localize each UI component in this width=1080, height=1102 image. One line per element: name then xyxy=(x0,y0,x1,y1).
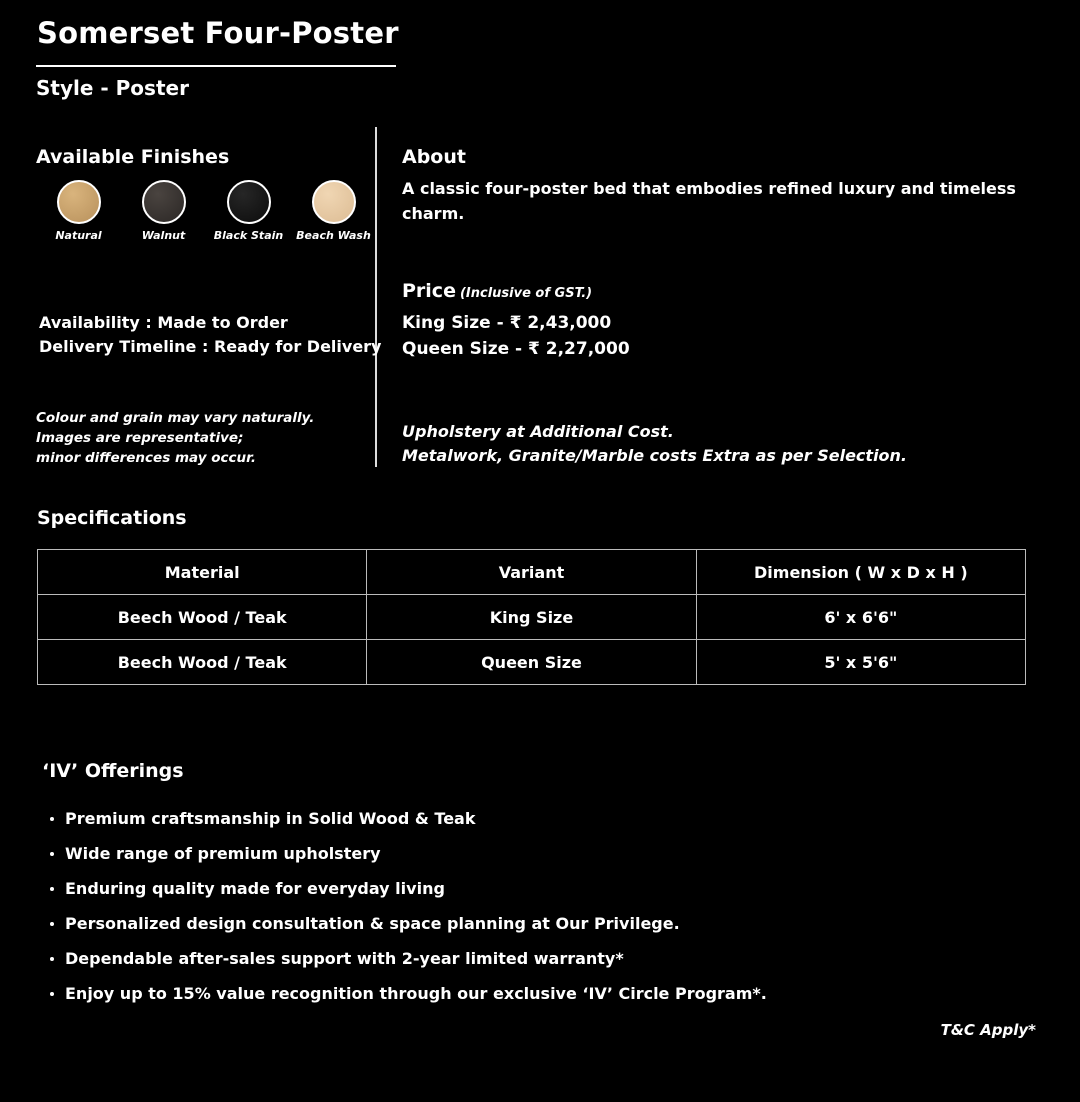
offering-text: Enjoy up to 15% value recognition through our exclusive ‘IV’ Circle Program*. xyxy=(65,984,767,1003)
offering-text: Premium craftsmanship in Solid Wood & Teak xyxy=(65,809,476,828)
swatch-beach-wash xyxy=(312,180,356,224)
terms-apply-note: T&C Apply* xyxy=(940,1021,1036,1039)
extra-cost-line: Upholstery at Additional Cost. xyxy=(402,422,674,441)
finish-walnut xyxy=(121,180,206,242)
list-item xyxy=(46,801,767,836)
list-item xyxy=(46,976,767,1011)
column-header-dimension: Dimension ( W x D x H ) xyxy=(696,550,1025,595)
bullet-icon xyxy=(50,887,54,891)
column-header-material: Material xyxy=(38,550,367,595)
offerings-list xyxy=(46,801,767,1011)
finish-label: Beach Wash xyxy=(296,229,371,242)
bullet-icon xyxy=(50,922,54,926)
finish-label: Walnut xyxy=(141,229,186,242)
product-title: Somerset Four-Poster xyxy=(37,16,399,50)
availability-text: Availability : Made to Order xyxy=(39,313,288,332)
list-item xyxy=(46,836,767,871)
offering-text: Enduring quality made for everyday living xyxy=(65,879,445,898)
list-item xyxy=(46,871,767,906)
specifications-heading: Specifications xyxy=(37,507,187,529)
price-list xyxy=(402,310,630,362)
offerings-heading: ‘IV’ Offerings xyxy=(42,760,184,782)
finishes-heading: Available Finishes xyxy=(36,146,230,168)
finish-label: Black Stain xyxy=(213,229,284,242)
swatch-walnut xyxy=(142,180,186,224)
specifications-table xyxy=(37,549,1026,685)
vertical-divider xyxy=(375,127,377,467)
finish-swatches xyxy=(36,180,376,242)
note-line: Images are representative; xyxy=(36,430,244,446)
offering-text: Personalized design consultation & space planning at Our Privilege. xyxy=(65,914,680,933)
swatch-black-stain xyxy=(227,180,271,224)
finish-label: Natural xyxy=(55,229,102,242)
column-header-variant: Variant xyxy=(367,550,696,595)
swatch-natural xyxy=(57,180,101,224)
price-king: King Size - ₹ 2,43,000 xyxy=(402,313,612,333)
list-item xyxy=(46,906,767,941)
product-style: Style - Poster xyxy=(36,76,189,100)
title-underline xyxy=(36,65,396,67)
table-cell: 6' x 6'6" xyxy=(696,595,1025,640)
table-header-row xyxy=(38,550,1026,595)
offering-text: Dependable after-sales support with 2-year limited warranty* xyxy=(65,949,624,968)
delivery-timeline-text: Delivery Timeline : Ready for Delivery xyxy=(39,337,382,356)
table-cell: Beech Wood / Teak xyxy=(38,640,367,685)
price-heading-row xyxy=(402,280,592,302)
bullet-icon xyxy=(50,852,54,856)
price-heading: Price xyxy=(402,280,456,302)
table-cell: Queen Size xyxy=(367,640,696,685)
bullet-icon xyxy=(50,957,54,961)
about-heading: About xyxy=(402,146,466,168)
note-line: Colour and grain may vary naturally. xyxy=(36,410,315,426)
extra-cost-line: Metalwork, Granite/Marble costs Extra as per Selection. xyxy=(402,446,908,465)
price-queen: Queen Size - ₹ 2,27,000 xyxy=(402,339,630,359)
list-item xyxy=(46,941,767,976)
table-row xyxy=(38,640,1026,685)
bullet-icon xyxy=(50,992,54,996)
extra-costs-note xyxy=(402,420,907,468)
note-line: minor differences may occur. xyxy=(36,450,256,466)
finish-beach-wash xyxy=(291,180,376,242)
bullet-icon xyxy=(50,817,54,821)
table-cell: Beech Wood / Teak xyxy=(38,595,367,640)
availability-block xyxy=(39,311,381,359)
price-gst-note: (Inclusive of GST.) xyxy=(459,286,593,301)
finish-black-stain xyxy=(206,180,291,242)
disclaimer-note xyxy=(36,408,314,468)
table-cell: King Size xyxy=(367,595,696,640)
about-description: A classic four-poster bed that embodies refined luxury and timeless charm. xyxy=(402,179,1016,223)
table-cell: 5' x 5'6" xyxy=(696,640,1025,685)
table-row xyxy=(38,595,1026,640)
offering-text: Wide range of premium upholstery xyxy=(65,844,381,863)
finish-natural xyxy=(36,180,121,242)
